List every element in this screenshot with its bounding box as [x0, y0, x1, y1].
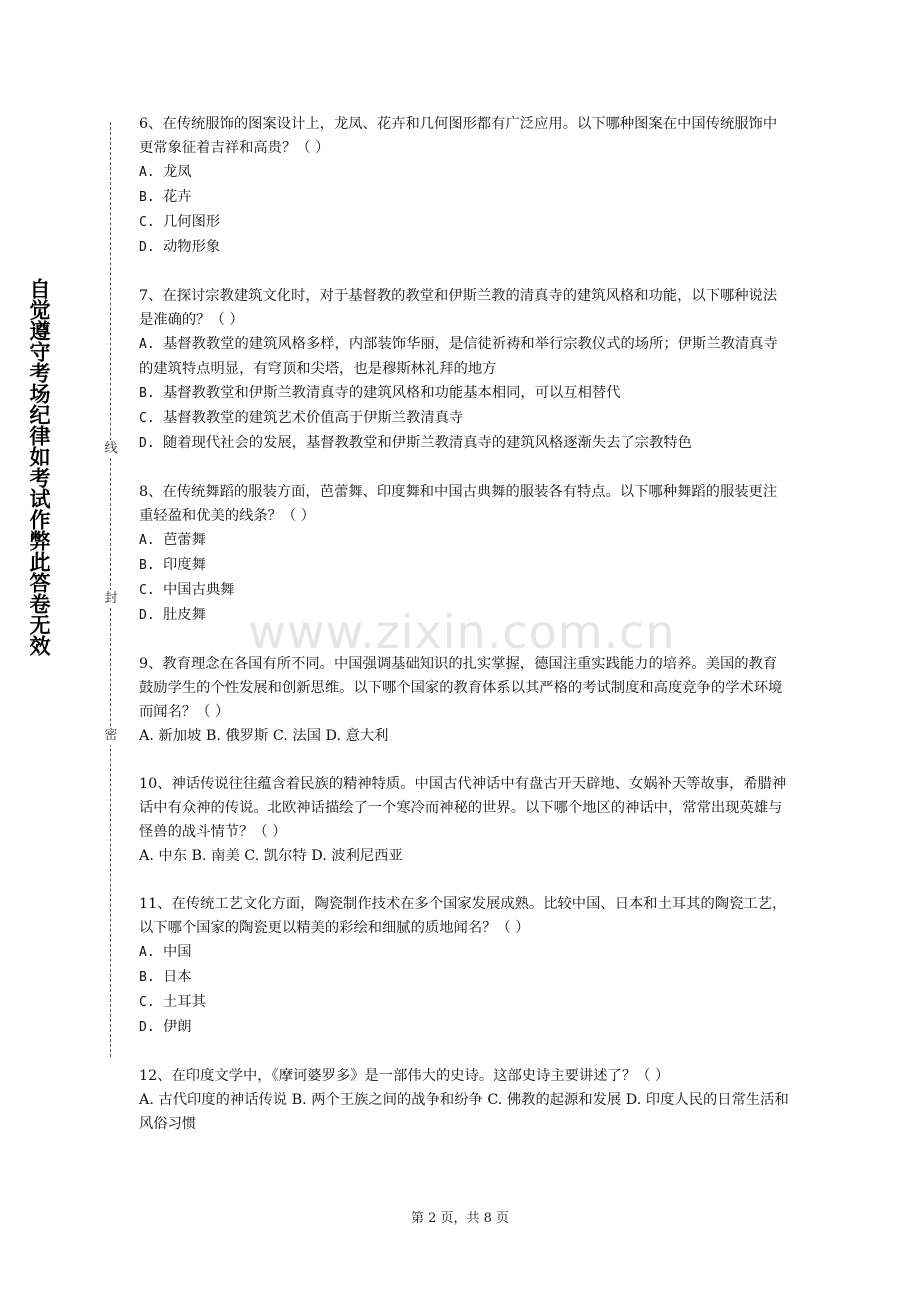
option-letter: D. [139, 436, 155, 451]
option-letter: C. [139, 215, 155, 230]
option-a [139, 528, 789, 553]
page-number: 第 2 页，共 8 页 [410, 1211, 510, 1226]
option-text: 花卉 [163, 189, 192, 205]
option-letter: D. [139, 608, 155, 623]
exam-discipline-warning: 自觉遵守考场纪律如考试作弊此答卷无效 [27, 278, 51, 656]
option-text: 伊朗 [163, 1019, 192, 1035]
option-b [139, 185, 789, 210]
question-7 [139, 284, 789, 456]
question-list [139, 112, 789, 1160]
question-8 [139, 480, 789, 628]
question-text: 10、神话传说往往蕴含着民族的精神特质。中国古代神话中有盘古开天辟地、女娲补天等故事，希腊神话中有众神的传说。北欧神话描绘了一个寒冷而神秘的世界。以下哪个地区的神话中，常常出现英雄与怪兽的战斗情节？（ ） [139, 776, 787, 840]
option-text: 日本 [163, 969, 192, 985]
watermark: www.zixin.com.cn [248, 605, 676, 659]
question-10 [139, 772, 789, 868]
option-d [139, 603, 789, 628]
option-letter: C. [139, 411, 155, 426]
option-letter: C. [139, 583, 155, 598]
question-text: 8、在传统舞蹈的服装方面，芭蕾舞、印度舞和中国古典舞的服装各有特点。以下哪种舞蹈的服装更注重轻盈和优美的线条？（ ） [139, 484, 778, 524]
option-text: 中国古典舞 [163, 582, 235, 598]
option-text: 基督教教堂的建筑艺术价值高于伊斯兰教清真寺 [163, 410, 464, 426]
question-9 [139, 652, 789, 748]
option-letter: B. [139, 970, 155, 985]
option-text: 中国 [163, 944, 192, 960]
option-letter: D. [139, 240, 155, 255]
option-c [139, 210, 789, 235]
question-text: 12、在印度文学中，《摩诃婆罗多》是一部伟大的史诗。这部史诗主要讲述了？（ ） [139, 1068, 670, 1084]
question-text: 9、教育理念在各国有所不同。中国强调基础知识的扎实掌握，德国注重实践能力的培养。美国的教育鼓励学生的个性发展和创新思维。以下哪个国家的教育体系以其严格的考试制度和高度竞争的学术环境而闻名？（ ） [139, 656, 783, 720]
question-text: 6、在传统服饰的图案设计上，龙凤、花卉和几何图形都有广泛应用。以下哪种图案在中国传统服饰中更常象征着吉祥和高贵？（ ） [139, 116, 778, 156]
option-b [139, 553, 789, 578]
inline-options: A. 古代印度的神话传说 B. 两个王族之间的战争和纷争 C. 佛教的起源和发展 D. 印度人民的日常生活和风俗习惯 [139, 1092, 789, 1132]
option-text: 印度舞 [163, 557, 206, 573]
option-text: 基督教教堂和伊斯兰教清真寺的建筑风格和功能基本相同，可以互相替代 [163, 385, 621, 401]
binding-mark-seal: 封 [104, 591, 118, 606]
option-text: 动物形象 [163, 239, 221, 255]
option-letter: B. [139, 558, 155, 573]
option-text: 基督教教堂的建筑风格多样，内部装饰华丽，是信徒祈祷和举行宗教仪式的场所；伊斯兰教清真寺的建筑特点明显，有穹顶和尖塔，也是穆斯林礼拜的地方 [139, 336, 778, 377]
question-12 [139, 1064, 789, 1136]
option-text: 几何图形 [163, 214, 221, 230]
option-c [139, 578, 789, 603]
option-a [139, 160, 789, 185]
option-b [139, 381, 789, 406]
question-6 [139, 112, 789, 260]
option-letter: A. [139, 945, 155, 960]
inline-options: A. 新加坡 B. 俄罗斯 C. 法国 D. 意大利 [139, 728, 389, 744]
option-letter: C. [139, 995, 155, 1010]
option-c [139, 990, 789, 1015]
question-text: 7、在探讨宗教建筑文化时，对于基督教的教堂和伊斯兰教的清真寺的建筑风格和功能，以下哪种说法是准确的？（ ） [139, 288, 778, 328]
option-text: 龙凤 [163, 164, 192, 180]
question-11 [139, 892, 789, 1040]
option-text: 随着现代社会的发展，基督教教堂和伊斯兰教清真寺的建筑风格逐渐失去了宗教特色 [163, 435, 692, 451]
option-b [139, 965, 789, 990]
option-d [139, 235, 789, 260]
option-letter: B. [139, 190, 155, 205]
option-letter: A. [139, 533, 155, 548]
option-text: 土耳其 [163, 994, 206, 1010]
question-text: 11、在传统工艺文化方面，陶瓷制作技术在多个国家发展成熟。比较中国、日本和土耳其的陶瓷工艺，以下哪个国家的陶瓷更以精美的彩绘和细腻的质地闻名？（ ） [139, 896, 787, 936]
option-letter: A. [139, 165, 155, 180]
option-text: 肚皮舞 [163, 607, 206, 623]
option-letter: D. [139, 1020, 155, 1035]
option-a [139, 332, 789, 381]
option-text: 芭蕾舞 [163, 532, 206, 548]
option-c [139, 406, 789, 431]
option-letter: B. [139, 386, 155, 401]
option-a [139, 940, 789, 965]
option-d [139, 1015, 789, 1040]
binding-mark-secret: 密 [104, 728, 118, 743]
binding-mark-line: 线 [104, 441, 118, 456]
option-d [139, 431, 789, 456]
option-letter: A. [139, 337, 155, 352]
inline-options: A. 中东 B. 南美 C. 凯尔特 D. 波利尼西亚 [139, 848, 403, 864]
